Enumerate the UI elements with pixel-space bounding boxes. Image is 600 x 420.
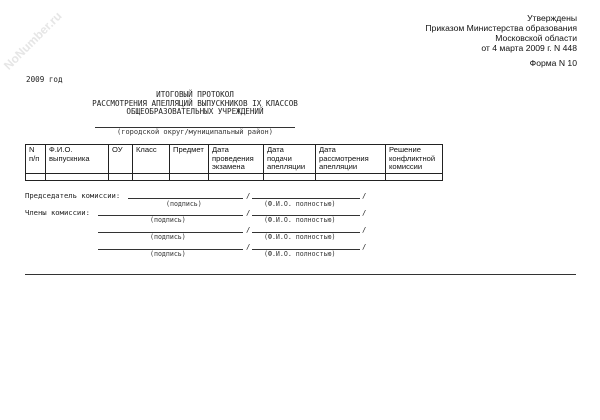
title-line: ОБЩЕОБРАЗОВАТЕЛЬНЫХ УЧРЕЖДЕНИЙ bbox=[126, 107, 264, 117]
header-cell: Предмет bbox=[170, 145, 209, 174]
bottom-divider bbox=[25, 274, 576, 275]
header-cell: Дата подачи апелляции bbox=[264, 145, 316, 174]
separator-slash: / bbox=[246, 191, 251, 200]
separator-slash: / bbox=[362, 191, 367, 200]
district-hint: (городской округ/муниципальный район) bbox=[117, 128, 273, 136]
approval-line: Утверждены bbox=[527, 13, 577, 23]
name-hint: (Ф.И.О. полностью) bbox=[264, 250, 336, 258]
document-title bbox=[80, 91, 310, 117]
separator-slash: / bbox=[362, 208, 367, 217]
approval-line: Московской области bbox=[495, 33, 577, 43]
table-row bbox=[26, 173, 443, 180]
separator-slash: / bbox=[246, 225, 251, 234]
header-cell: Дата проведения экзамена bbox=[209, 145, 264, 174]
signature-hint: (подпись) bbox=[150, 233, 186, 241]
signature-hint: (подпись) bbox=[150, 250, 186, 258]
header-cell: ОУ bbox=[109, 145, 133, 174]
title-line: РАССМОТРЕНИЯ АПЕЛЛЯЦИЙ ВЫПУСКНИКОВ IX КЛАССОВ bbox=[92, 98, 298, 108]
table-cell[interactable] bbox=[170, 173, 209, 180]
table-cell[interactable] bbox=[264, 173, 316, 180]
header-cell: N п/п bbox=[26, 145, 46, 174]
signature-hint: (подпись) bbox=[166, 200, 202, 208]
table-cell[interactable] bbox=[386, 173, 443, 180]
form-number: Форма N 10 bbox=[529, 58, 577, 68]
table-cell[interactable] bbox=[316, 173, 386, 180]
separator-slash: / bbox=[362, 242, 367, 251]
table-cell[interactable] bbox=[209, 173, 264, 180]
table-cell[interactable] bbox=[26, 173, 46, 180]
header-cell: Решение конфликтной комиссии bbox=[386, 145, 443, 174]
members-label: Члены комиссии: bbox=[25, 208, 90, 217]
year-label: 2009 год bbox=[26, 75, 63, 84]
table-header-row bbox=[26, 145, 443, 174]
header-cell: Класс bbox=[133, 145, 170, 174]
separator-slash: / bbox=[246, 208, 251, 217]
name-hint: (Ф.И.О. полностью) bbox=[264, 233, 336, 241]
name-hint: (Ф.И.О. полностью) bbox=[264, 216, 336, 224]
header-cell: Ф.И.О. выпускника bbox=[46, 145, 109, 174]
title-line: ИТОГОВЫЙ ПРОТОКОЛ bbox=[156, 90, 234, 99]
table-cell[interactable] bbox=[133, 173, 170, 180]
chairman-label: Председатель комиссии: bbox=[25, 191, 121, 200]
table-cell[interactable] bbox=[46, 173, 109, 180]
name-hint: (Ф.И.О. полностью) bbox=[264, 200, 336, 208]
signature-hint: (подпись) bbox=[150, 216, 186, 224]
table-cell[interactable] bbox=[109, 173, 133, 180]
separator-slash: / bbox=[362, 225, 367, 234]
watermark: NoNumber.ru bbox=[0, 8, 65, 73]
approval-line: Приказом Министерства образования bbox=[425, 23, 577, 33]
separator-slash: / bbox=[246, 242, 251, 251]
chairman-name-line[interactable] bbox=[252, 198, 360, 199]
header-cell: Дата рассмотрения апелляции bbox=[316, 145, 386, 174]
appeals-table bbox=[25, 144, 443, 181]
chairman-signature-line[interactable] bbox=[128, 198, 243, 199]
approval-line: от 4 марта 2009 г. N 448 bbox=[481, 43, 577, 53]
approval-block bbox=[425, 13, 577, 53]
